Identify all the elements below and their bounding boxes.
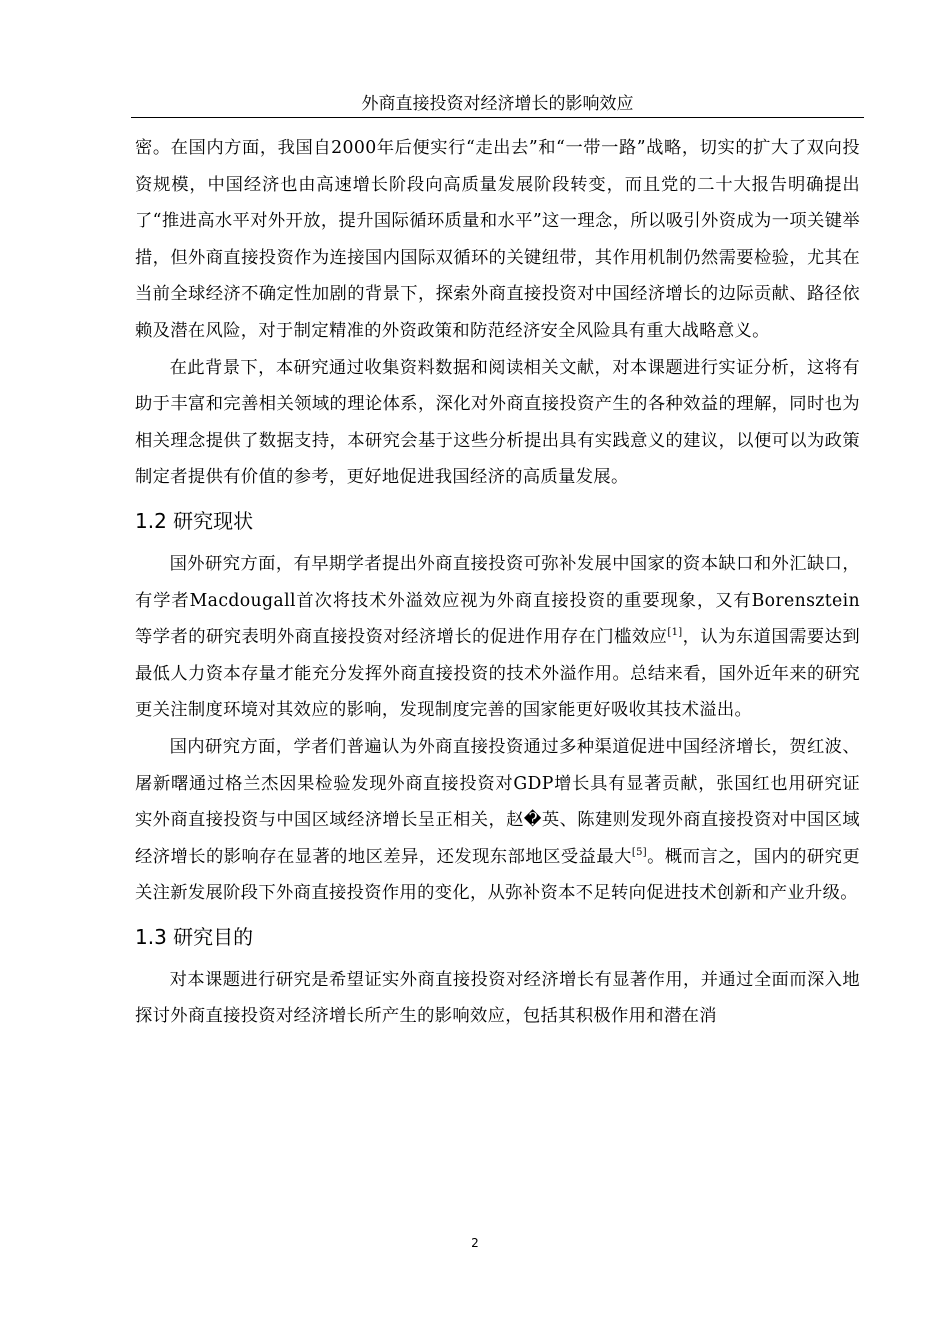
paragraph-text: 国外研究方面，有早期学者提出外商直接投资可弥补发展中国家的资本缺口和外汇缺口，有学者Macdougall首次将技术外溢效应视为外商直接投资的重要现象，又有Borensztein等学者的研究表明外商直接投资对经济增长的促进作用存在门槛效应 bbox=[135, 553, 860, 648]
citation-marker: [5] bbox=[631, 846, 648, 858]
paragraph-text: ，认为东道国需要达到最低人力资本存量才能充分发挥外商直接投资的技术外溢作用。总结来看，国外近年来的研究更关注制度环境对其效应的影响，发现制度完善的国家能更好吸收其技术溢出。 bbox=[135, 627, 860, 721]
paragraph-research-purpose: 对本课题进行研究是希望证实外商直接投资对经济增长有显著作用，并通过全面而深入地探讨外商直接投资对经济增长所产生的影响效应，包括其积极作用和潜在消 bbox=[135, 969, 860, 1027]
paragraph-continuation: 密。在国内方面，我国自2000年后便实行“走出去”和“一带一路”战略，切实的扩大了双向投资规模，中国经济也由高速增长阶段向高质量发展阶段转变，而且党的二十大报告明确提出了“推进高水平对外开放，提升国际循环质量和水平”这一理念，所以吸引外资成为一项关键举措，但外商直接投资作为连接国内国际双循环的关键纽带，其作用机制仍然需要检验，尤其在当前全球经济不确定性加剧的背景下，探索外商直接投资对中国经济增长的边际贡献、路径依赖及潜在风险，对于制定精准的外资政策和防范经济安全风险具有重大战略意义。 bbox=[135, 138, 860, 341]
paragraph-text: 国内研究方面，学者们普遍认为外商直接投资通过多种渠道促进中国经济增长，贺红波、屠新曙通过格兰杰因果检验发现外商直接投资对GDP增长具有显著贡献，张国红也用研究证实外商直接投资与中国区域经济增长呈正相关，赵�英、陈建则发现外商直接投资对中国区域经济增长的影响存在显著的地区差异，还发现东部地区受益最大 bbox=[135, 736, 860, 867]
paragraph-background: 在此背景下，本研究通过收集资料数据和阅读相关文献，对本课题进行实证分析，这将有助于丰富和完善相关领域的理论体系，深化对外商直接投资产生的各种效益的理解，同时也为相关理念提供了数据支持，本研究会基于这些分析提出具有实践意义的建议，以便可以为政策制定者提供有价值的参考，更好地促进我国经济的高质量发展。 bbox=[135, 357, 860, 488]
paragraph-domestic-research bbox=[135, 729, 860, 912]
page-number: 2 bbox=[471, 1236, 479, 1250]
page-body bbox=[135, 130, 860, 1035]
section-heading-research-status: 1.2 研究现状 bbox=[135, 508, 254, 533]
section-heading-research-purpose: 1.3 研究目的 bbox=[135, 924, 254, 949]
paragraph-foreign-research bbox=[135, 546, 860, 729]
paragraph-text: 。概而言之，国内的研究更关注新发展阶段下外商直接投资作用的变化，从弥补资本不足转向促进技术创新和产业升级。 bbox=[135, 846, 860, 904]
citation-marker: [1] bbox=[667, 627, 683, 639]
running-header: 外商直接投资对经济增长的影响效应 bbox=[131, 91, 864, 118]
